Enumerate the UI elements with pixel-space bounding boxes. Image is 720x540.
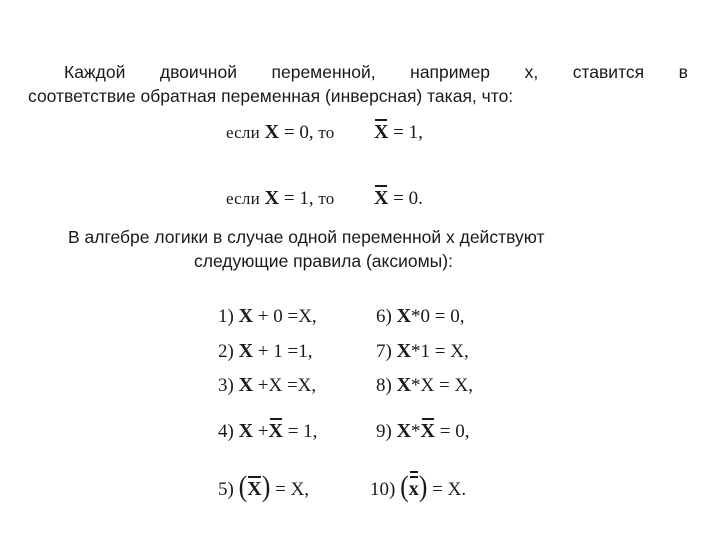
axiom-4 (218, 420, 317, 443)
word: x, (524, 62, 539, 82)
axiom-8 (376, 374, 473, 397)
intro-line-1 (28, 60, 688, 84)
axiom-number: 7) (376, 341, 392, 362)
intro-paragraph (28, 60, 688, 108)
variable-x: X (396, 374, 412, 396)
if-word: если (226, 123, 260, 142)
close-paren: ) (261, 469, 271, 504)
inverse-variable-x: X (247, 478, 262, 500)
inverse-variable-x: X (268, 420, 283, 442)
axiom-5 (218, 469, 310, 504)
variable-x: X (238, 420, 254, 442)
axiom-number: 2) (218, 341, 234, 362)
axiom-number: 3) (218, 375, 234, 396)
double-inverse-variable-x: x (408, 478, 419, 500)
inverse-variable-x: X (373, 187, 389, 209)
axiom-2 (218, 340, 312, 363)
inverse-variable-x: X (373, 121, 389, 143)
condition-2 (226, 187, 423, 210)
axiom-expression: + 1 =1, (253, 341, 313, 362)
axiom-number: 1) (218, 306, 234, 327)
variable-x: X (396, 420, 412, 442)
axiom-number: 10) (370, 479, 396, 500)
close-paren: ) (418, 469, 428, 504)
equation-part: = 0. (388, 188, 423, 209)
word: переменной, (271, 62, 376, 82)
axioms-intro-paragraph (68, 225, 648, 273)
variable-x: X (264, 121, 280, 143)
axiom-number: 4) (218, 421, 234, 442)
then-word: то (318, 123, 335, 142)
axiom-number: 5) (218, 479, 234, 500)
variable-x: X (264, 187, 280, 209)
axiom-expression: *1 = X, (411, 341, 469, 362)
axiom-number: 6) (376, 306, 392, 327)
intro-line-2: соответствие обратная переменная (инверсная) такая, что: (28, 86, 514, 106)
axiom-10 (370, 469, 467, 504)
axiom-number: 9) (376, 421, 392, 442)
word: например (410, 62, 491, 82)
equation-part: = 1, (279, 188, 319, 209)
if-word: если (226, 189, 260, 208)
axiom-expression: = X. (427, 479, 467, 500)
open-paren: ( (400, 469, 409, 504)
equation-part: = 1, (388, 122, 423, 143)
open-paren: ( (238, 469, 248, 504)
axiom-expression: = 0, (434, 421, 470, 442)
axiom-expression: + 0 =X, (253, 306, 317, 327)
word: ставится (572, 62, 645, 82)
axiom-6 (376, 305, 465, 328)
condition-1 (226, 121, 423, 144)
variable-x: X (238, 305, 254, 327)
axioms-intro-line-2: следующие правила (аксиомы): (194, 251, 453, 271)
operator: * (411, 421, 421, 442)
axiom-expression: *0 = 0, (411, 306, 465, 327)
axiom-1 (218, 305, 317, 328)
axiom-expression: *X = X, (411, 375, 473, 396)
axiom-9 (376, 420, 469, 443)
variable-x: X (238, 374, 254, 396)
inverse-variable-x: X (420, 420, 435, 442)
operator: + (253, 421, 269, 442)
axiom-expression: = X, (270, 479, 310, 500)
word: в (678, 62, 688, 82)
word: двоичной (159, 62, 237, 82)
axiom-expression: +X =X, (253, 375, 317, 396)
axiom-3 (218, 374, 316, 397)
axiom-expression: = 1, (282, 421, 318, 442)
variable-x: X (238, 340, 254, 362)
then-word: то (318, 189, 335, 208)
equation-part: = 0, (279, 122, 319, 143)
word: Каждой (64, 62, 126, 82)
variable-x: X (396, 340, 412, 362)
axioms-intro-line-1: В алгебре логики в случае одной переменной x действуют (68, 227, 545, 247)
axiom-7 (376, 340, 469, 363)
axiom-number: 8) (376, 375, 392, 396)
variable-x: X (396, 305, 412, 327)
